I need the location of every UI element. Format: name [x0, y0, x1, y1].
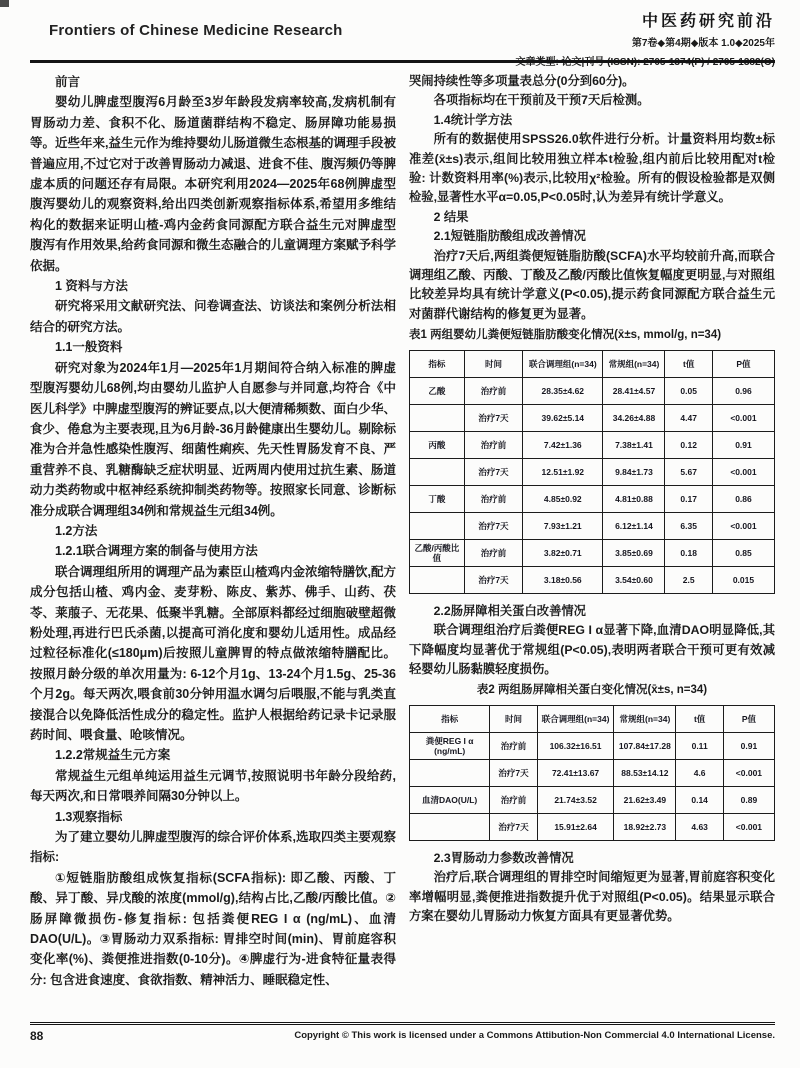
table-header-cell: P值 [712, 350, 774, 377]
table-cell: 4.85±0.92 [523, 485, 603, 512]
table-cell: <0.001 [723, 759, 774, 786]
table-cell: 7.93±1.21 [523, 512, 603, 539]
table-row [410, 813, 775, 840]
table-cell: 6.12±1.14 [603, 512, 665, 539]
table-cell: 9.84±1.73 [603, 458, 665, 485]
table-cell: 治疗前 [464, 539, 522, 566]
table-cell: 18.92±2.73 [614, 813, 676, 840]
table-cell: 21.62±3.49 [614, 786, 676, 813]
section-heading-results: 2 结果 [433, 209, 469, 224]
subheading-probiotic-plan: 1.2.2常规益生元方案 [55, 748, 171, 763]
table-cell: 0.11 [676, 732, 723, 759]
table-cell: 7.38±1.41 [603, 431, 665, 458]
paragraph-detection: 各项指标均在干预前及干预7天后检测。 [433, 93, 650, 108]
table-header-row [410, 350, 775, 377]
table-cell: 治疗7天 [464, 512, 522, 539]
subheading-statistics: 1.4统计学方法 [433, 112, 513, 127]
table-cell: 106.32±16.51 [537, 732, 614, 759]
table-cell: 0.17 [665, 485, 712, 512]
table-cell: 粪便REG I α (ng/mL) [410, 732, 490, 759]
table-cell: 0.89 [723, 786, 774, 813]
table-cell: 34.26±4.88 [603, 404, 665, 431]
section-heading-foreword: 前言 [55, 75, 81, 89]
table-row [410, 759, 775, 786]
paragraph-statistics: 所有的数据使用SPSS26.0软件进行分析。计量资料用均数±标准差(x̄±s)表示,组间比较用独立样本t检验,组内前后比较用配对t检验: 计数资料用率(%)表示,比较用χ²检验。所有的假设检验都是双侧检验,显著性水平α=0.05,P<0.05时,认为差异有统计学意义。 [409, 132, 775, 205]
table-cell: 5.67 [665, 458, 712, 485]
subheading-observation-indicators: 1.3观察指标 [55, 809, 123, 824]
paragraph-methodology: 研究将采用文献研究法、问卷调查法、访谈法和案例分析法相结合的研究方法。 [30, 299, 396, 334]
table-cell: 4.6 [676, 759, 723, 786]
table-cell: 21.74±3.52 [537, 786, 614, 813]
table-row [410, 458, 775, 485]
right-column [409, 72, 775, 990]
table-cell: 治疗前 [490, 732, 537, 759]
table-row [410, 485, 775, 512]
table-cell: 4.81±0.88 [603, 485, 665, 512]
table-cell: <0.001 [712, 404, 774, 431]
table-cell: 4.63 [676, 813, 723, 840]
table-cell: 0.91 [723, 732, 774, 759]
journal-title-english: Frontiers of Chinese Medicine Research [49, 22, 343, 39]
paragraph-combined-plan: 联合调理组所用的调理产品为素臣山楂鸡内金浓缩特膳饮,配方成分包括山楂、鸡内金、麦芽粉、陈皮、紫苏、佛手、山药、茯苓、莱菔子、无花果、低聚半乳糖。全部原料都经过细胞破壁超微粉处理,再进行巴氏杀菌,以提高可消化度和婴幼儿适用性。成品经过粒径标准化(≤180μm)后按照儿童脾胃的特点做浓缩特膳配比。按照月龄分级的单次用量为: 6-12个月1g、13-24个月1.5g、25-36个月2g。每天两次,喂食前30分钟用温水调匀后喂服,不能与乳类直接混合以免降低活性成分的稳定性。监护人根据给药记录卡记录服药时间、喂食量、呛咳情况。 [30, 564, 396, 742]
subheading-general-data: 1.1一般资料 [55, 340, 123, 355]
table-cell: 乙酸 [410, 377, 465, 404]
copyright-notice: Copyright © This work is licensed under a Commons Attibution-Non Commercial 4.0 International License. [294, 1030, 775, 1041]
table-cell: <0.001 [712, 458, 774, 485]
table-row [410, 431, 775, 458]
table-header-cell: 常规组(n=34) [614, 705, 676, 732]
table-cell: 治疗前 [464, 431, 522, 458]
table-cell: 0.14 [676, 786, 723, 813]
journal-title-chinese: 中医药研究前沿 [641, 13, 775, 30]
table-header-cell: 时间 [490, 705, 537, 732]
table-row [410, 786, 775, 813]
table-cell: 血清DAO(U/L) [410, 786, 490, 813]
table-cell [410, 813, 490, 840]
table-cell [410, 759, 490, 786]
table-header-cell: t值 [665, 350, 712, 377]
table-row [410, 404, 775, 431]
table-cell: 28.35±4.62 [523, 377, 603, 404]
table-cell: 15.91±2.64 [537, 813, 614, 840]
article-type-issn: 文章类型: 论文|刊号 (ISSN): 2705-1374(P) / 2705-1382(O) [515, 57, 775, 68]
table-cell: 107.84±17.28 [614, 732, 676, 759]
table-cell: <0.001 [712, 512, 774, 539]
table-cell: 0.86 [712, 485, 774, 512]
table-header-cell: t值 [676, 705, 723, 732]
page-number: 88 [30, 1029, 44, 1043]
table-cell: 2.5 [665, 566, 712, 593]
table-cell: 0.12 [665, 431, 712, 458]
table2-caption: 表2 两组肠屏障相关蛋白变化情况(x̄±s, n=34) [476, 684, 708, 697]
footer-divider [30, 1022, 775, 1025]
table-cell: 28.41±4.57 [603, 377, 665, 404]
table-cell [410, 566, 465, 593]
paragraph-intro: 婴幼儿脾虚型腹泻6月龄至3岁年龄段发病率较高,发病机制有胃肠动力差、食积不化、肠道菌群结构不稳定、肠屏障功能易损等。近些年来,益生元作为维持婴幼儿肠道微生态根基的调理手段被普遍应用,不过它对于改善胃肠动力减退、进食不佳、腹泻频仍等脾虚本质的问题还存有局限。本研究利用2024—2025年68例脾虚型腹泻婴幼儿的观察资料,给出四类创新观察指标体系,希望用多维结构化的数据来证明山楂-鸡内金药食同源配方联合益生元对脾虚型腹泻有作用效果,给药食同源和微生态融合的儿童调理方案赋予科学依据。 [30, 95, 396, 273]
paragraph-probiotic-plan: 常规益生元组单纯运用益生元调节,按照说明书年龄分段给药,每天两次,和日常喂养间隔30分钟以上。 [30, 768, 396, 804]
table-cell [410, 404, 465, 431]
table-cell: 3.82±0.71 [523, 539, 603, 566]
subheading-methods: 1.2方法 [55, 523, 98, 538]
paragraph-general-data: 研究对象为2024年1月—2025年1月期间符合纳入标准的脾虚型腹泻婴幼儿68例,均由婴幼儿监护人自愿参与并同意,均符合《中医儿科学》中脾虚型腹泻的辨证要点,以大便清稀频数、面白少华、食少、倦怠为主要表现,且为6月龄-36月龄健康出生婴幼儿。剔除标准为合并急性感染性腹泻、细菌性痢疾、先天性胃肠发育不良、严重营养不良、乳糖酶缺乏症状明显、近两周内使用过抗生素、肠道动力类药物或中枢神经系统抑制类药物等。按照家长同意、诊断标准分成联合调理组34例和常规益生元组34例。 [30, 360, 396, 518]
table-cell: 治疗7天 [464, 566, 522, 593]
table-header-cell: 联合调理组(n=34) [523, 350, 603, 377]
table-header-cell: 指标 [410, 705, 490, 732]
table-header-row [410, 705, 775, 732]
subheading-barrier-results: 2.2肠屏障相关蛋白改善情况 [433, 603, 586, 618]
left-column [30, 72, 396, 990]
paragraph-scfa-results: 治疗7天后,两组粪便短链脂肪酸(SCFA)水平均较前升高,而联合调理组乙酸、丙酸、丁酸及乙酸/丙酸比值恢复幅度更明显,与对照组比较差异均具有统计学意义(P<0.05),提示药食同源配方联合益生元对菌群代谢结构的修复更为显著。 [409, 248, 775, 321]
table-cell: 0.91 [712, 431, 774, 458]
table-cell: 治疗前 [464, 377, 522, 404]
header-divider [30, 60, 775, 63]
scan-artifact [0, 0, 9, 7]
table-cell: 乙酸/丙酸比值 [410, 539, 465, 566]
subheading-combined-plan: 1.2.1联合调理方案的制备与使用方法 [55, 544, 258, 559]
table-cell [410, 458, 465, 485]
table-header-cell: 指标 [410, 350, 465, 377]
table-cell: 治疗7天 [464, 404, 522, 431]
paragraph-barrier-results: 联合调理组治疗后粪便REG I α显著下降,血清DAO明显降低,其下降幅度均显著优于常规组(P<0.05),表明两者联合干预可更有效减轻婴幼儿肠黏膜轻度损伤。 [409, 623, 775, 676]
table-header-cell: 联合调理组(n=34) [537, 705, 614, 732]
article-body [30, 72, 775, 990]
paragraph-motility-results: 治疗后,联合调理组的胃排空时间缩短更为显著,胃前庭容积变化率增幅明显,粪便推进指数提升优于对照组(P<0.05)。结果显示联合方案在婴幼儿胃肠动力恢复方面具有更显著优势。 [409, 870, 775, 923]
table-cell: 治疗前 [464, 485, 522, 512]
table-cell: 0.015 [712, 566, 774, 593]
table-cell: 4.47 [665, 404, 712, 431]
paragraph-indicator-list: ①短链脂肪酸组成恢复指标(SCFA指标): 即乙酸、丙酸、丁酸、异丁酸、异戊酸的浓度(mmol/g),结构占比,乙酸/丙酸比值。②肠屏障微损伤-修复指标: 包括粪便REG I α (ng/mL)、血清DAO(U/L)。③胃肠动力双系指标: 胃排空时间(min)、胃前庭容积变化率(%)、粪便推进指数(0-10分)。④脾虚行为-进食特征量表得分: 包含进食速度、食欲指数、精神活力、睡眠稳定性、 [30, 870, 396, 987]
table-cell: 3.85±0.69 [603, 539, 665, 566]
table-row [410, 566, 775, 593]
section-heading-materials-methods: 1 资料与方法 [55, 279, 128, 294]
table-cell: 0.96 [712, 377, 774, 404]
table-row [410, 732, 775, 759]
table-cell: 治疗7天 [490, 813, 537, 840]
journal-masthead [515, 8, 775, 68]
table-cell [410, 512, 465, 539]
table-cell: 6.35 [665, 512, 712, 539]
paragraph-indicator-intro: 为了建立婴幼儿脾虚型腹泻的综合评价体系,选取四类主要观察指标: [30, 830, 396, 865]
table-row [410, 512, 775, 539]
table-cell: 治疗7天 [490, 759, 537, 786]
table-cell: 3.54±0.60 [603, 566, 665, 593]
table-header-cell: 常规组(n=34) [603, 350, 665, 377]
table-header-cell: 时间 [464, 350, 522, 377]
table-row [410, 539, 775, 566]
table1-caption: 表1 两组婴幼儿粪便短链脂肪酸变化情况(x̄±s, mmol/g, n=34) [409, 329, 722, 342]
table-cell: <0.001 [723, 813, 774, 840]
table-cell: 39.62±5.14 [523, 404, 603, 431]
paragraph-continuation: 哭闹持续性等多项量表总分(0分到60分)。 [409, 74, 635, 88]
table-cell: 丙酸 [410, 431, 465, 458]
table-cell: 88.53±14.12 [614, 759, 676, 786]
table2-barrier-proteins [409, 705, 775, 841]
subheading-scfa-results: 2.1短链脂肪酸组成改善情况 [433, 229, 586, 244]
table-cell: 治疗7天 [464, 458, 522, 485]
table-cell: 3.18±0.56 [523, 566, 603, 593]
table1-scfa-changes [409, 350, 775, 594]
table-cell: 0.05 [665, 377, 712, 404]
table-header-cell: P值 [723, 705, 774, 732]
table-cell: 丁酸 [410, 485, 465, 512]
table-cell: 72.41±13.67 [537, 759, 614, 786]
table-cell: 治疗前 [490, 786, 537, 813]
issue-info: 第7卷◆第4期◆版本 1.0◆2025年 [631, 38, 775, 49]
table-cell: 0.18 [665, 539, 712, 566]
table-cell: 0.85 [712, 539, 774, 566]
table-cell: 7.42±1.36 [523, 431, 603, 458]
subheading-motility-results: 2.3胃肠动力参数改善情况 [433, 850, 574, 865]
table-row [410, 377, 775, 404]
table-cell: 12.51±1.92 [523, 458, 603, 485]
